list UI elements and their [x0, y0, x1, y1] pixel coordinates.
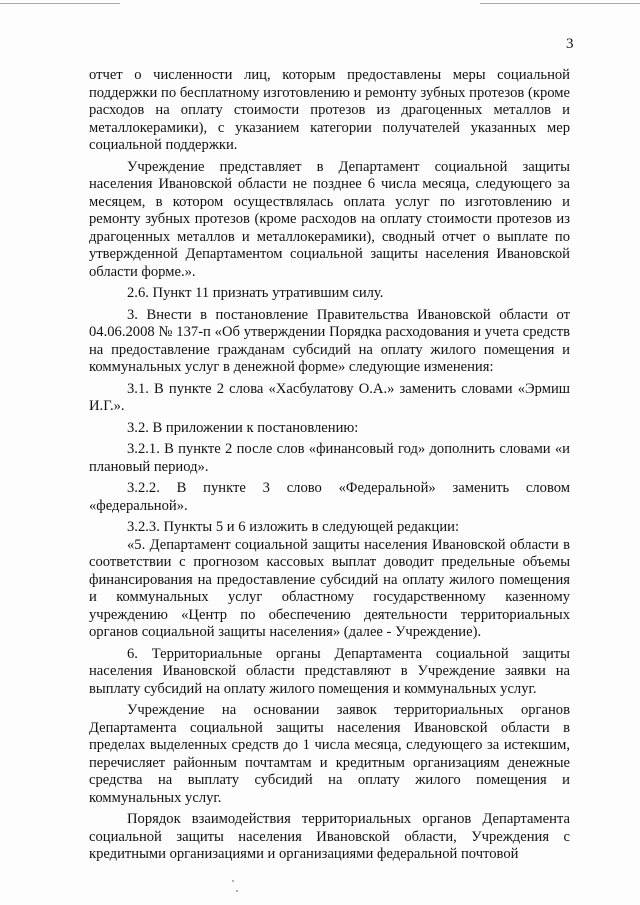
paragraph-item-6: 6. Территориальные органы Департамента социальной защиты населения Ивановской области представляют в Учреждение заявки на выплату субсидий на оплату жилого помещения и коммунальных услуг. — [89, 645, 570, 697]
scan-edge-right — [480, 3, 640, 4]
page-number: 3 — [566, 36, 574, 52]
paragraph-3-2-1: 3.2.1. В пункте 2 после слов «финансовый год» дополнить словами «и плановый период». — [89, 441, 570, 475]
scan-speck — [232, 880, 234, 882]
paragraph-report-submission: Учреждение представляет в Департамент социальной защиты населения Ивановской области не позднее 6 числа месяца, следующего за месяцем, в котором осуществлялась оплата услуг по изготовлению и ремонту зубных протезов (кроме расходов на оплату стоимости протезов из драгоценных металлов и металлокерамики), сводный отчет о выплате по утвержденной Департаментом социальной защиты населения Ивановской области форме.». — [89, 158, 570, 280]
scan-edge-left — [0, 3, 120, 4]
document-body — [89, 67, 570, 864]
paragraph-item-5: «5. Департамент социальной защиты населения Ивановской области в соответствии с прогнозом кассовых выплат доводит предельные объемы финансирования на предоставление субсидий на оплату жилого помещения и коммунальных услуг областному государственному казенному учреждению «Центр по обеспечению деятельности территориальных органов социальной защиты населения» (далее - Учреждение). — [89, 536, 570, 640]
paragraph-interaction-procedure: Порядок взаимодействия территориальных органов Департамента социальной защиты населения Ивановской области, Учреждения с кредитными организациями и организациями федеральной почтовой — [89, 811, 570, 862]
paragraph-2-6: 2.6. Пункт 11 признать утратившим силу. — [127, 285, 384, 301]
paragraph-continuation: отчет о численности лиц, которым предоставлены меры социальной поддержки по бесплатному изготовлению и ремонту зубных протезов (кроме расходов на оплату стоимости протезов из драгоценных металлов и металлокерамики), с указанием категории получателей указанных мер социальной поддержки. — [89, 67, 570, 153]
paragraph-3-2-3: 3.2.3. Пункты 5 и 6 изложить в следующей редакции: — [127, 519, 460, 535]
paragraph-3: 3. Внести в постановление Правительства Ивановской области от 04.06.2008 № 137-п «Об утверждении Порядка расходования и учета средств на предоставление гражданам субсидий на оплату жилого помещения и коммунальных услуг в денежной форме» следующие изменения: — [89, 306, 570, 375]
paragraph-institution-transfers: Учреждение на основании заявок территориальных органов Департамента социальной защиты населения Ивановской области в пределах выделенных средств до 1 числа месяца, следующего за истекшим, перечисляет районным почтамтам и кредитным организациям денежные средства на выплату субсидий на оплату жилого помещения и коммунальных услуг. — [89, 702, 570, 806]
scan-speck — [236, 890, 238, 892]
paragraph-3-2-2: 3.2.2. В пункте 3 слово «Федеральной» заменить словом «федеральной». — [89, 480, 570, 514]
paragraph-3-2: 3.2. В приложении к постановлению: — [127, 419, 359, 436]
paragraph-3-1: 3.1. В пункте 2 слова «Хасбулатову О.А.» заменить словами «Эрмиш И.Г.». — [89, 380, 570, 414]
